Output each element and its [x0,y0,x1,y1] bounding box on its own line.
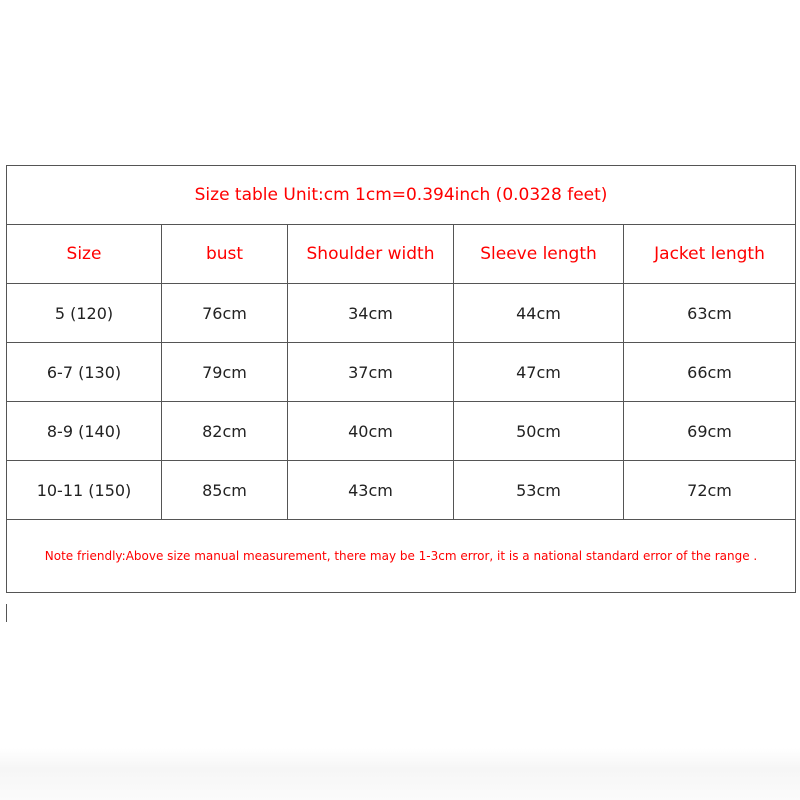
size-table [6,165,796,593]
cell-shoulder-width: 40cm [288,402,454,461]
cell-shoulder-width: 37cm [288,343,454,402]
cell-size: 8-9 (140) [7,402,162,461]
table-row [7,402,796,461]
table-note-row [7,520,796,593]
cell-bust: 82cm [162,402,288,461]
header-sleeve-length: Sleeve length [454,225,624,284]
cell-size: 5 (120) [7,284,162,343]
header-size: Size [7,225,162,284]
cell-jacket-length: 66cm [624,343,796,402]
cell-jacket-length: 63cm [624,284,796,343]
cell-sleeve-length: 53cm [454,461,624,520]
size-note: Note friendly:Above size manual measurement, there may be 1-3cm error, it is a national standard error of the range . [7,520,796,593]
cell-sleeve-length: 50cm [454,402,624,461]
cell-shoulder-width: 43cm [288,461,454,520]
cell-size: 6-7 (130) [7,343,162,402]
stray-line-mark [6,604,7,622]
cell-shoulder-width: 34cm [288,284,454,343]
cell-size: 10-11 (150) [7,461,162,520]
header-jacket-length: Jacket length [624,225,796,284]
table-header-row [7,225,796,284]
table-row [7,461,796,520]
cell-bust: 76cm [162,284,288,343]
table-row [7,343,796,402]
cell-jacket-length: 69cm [624,402,796,461]
header-shoulder-width: Shoulder width [288,225,454,284]
cell-sleeve-length: 47cm [454,343,624,402]
header-bust: bust [162,225,288,284]
cell-jacket-length: 72cm [624,461,796,520]
table-title-row [7,166,796,225]
table-title: Size table Unit:cm 1cm=0.394inch (0.0328 feet) [7,166,796,225]
bottom-fade-band [0,748,800,800]
cell-sleeve-length: 44cm [454,284,624,343]
cell-bust: 79cm [162,343,288,402]
table-row [7,284,796,343]
cell-bust: 85cm [162,461,288,520]
